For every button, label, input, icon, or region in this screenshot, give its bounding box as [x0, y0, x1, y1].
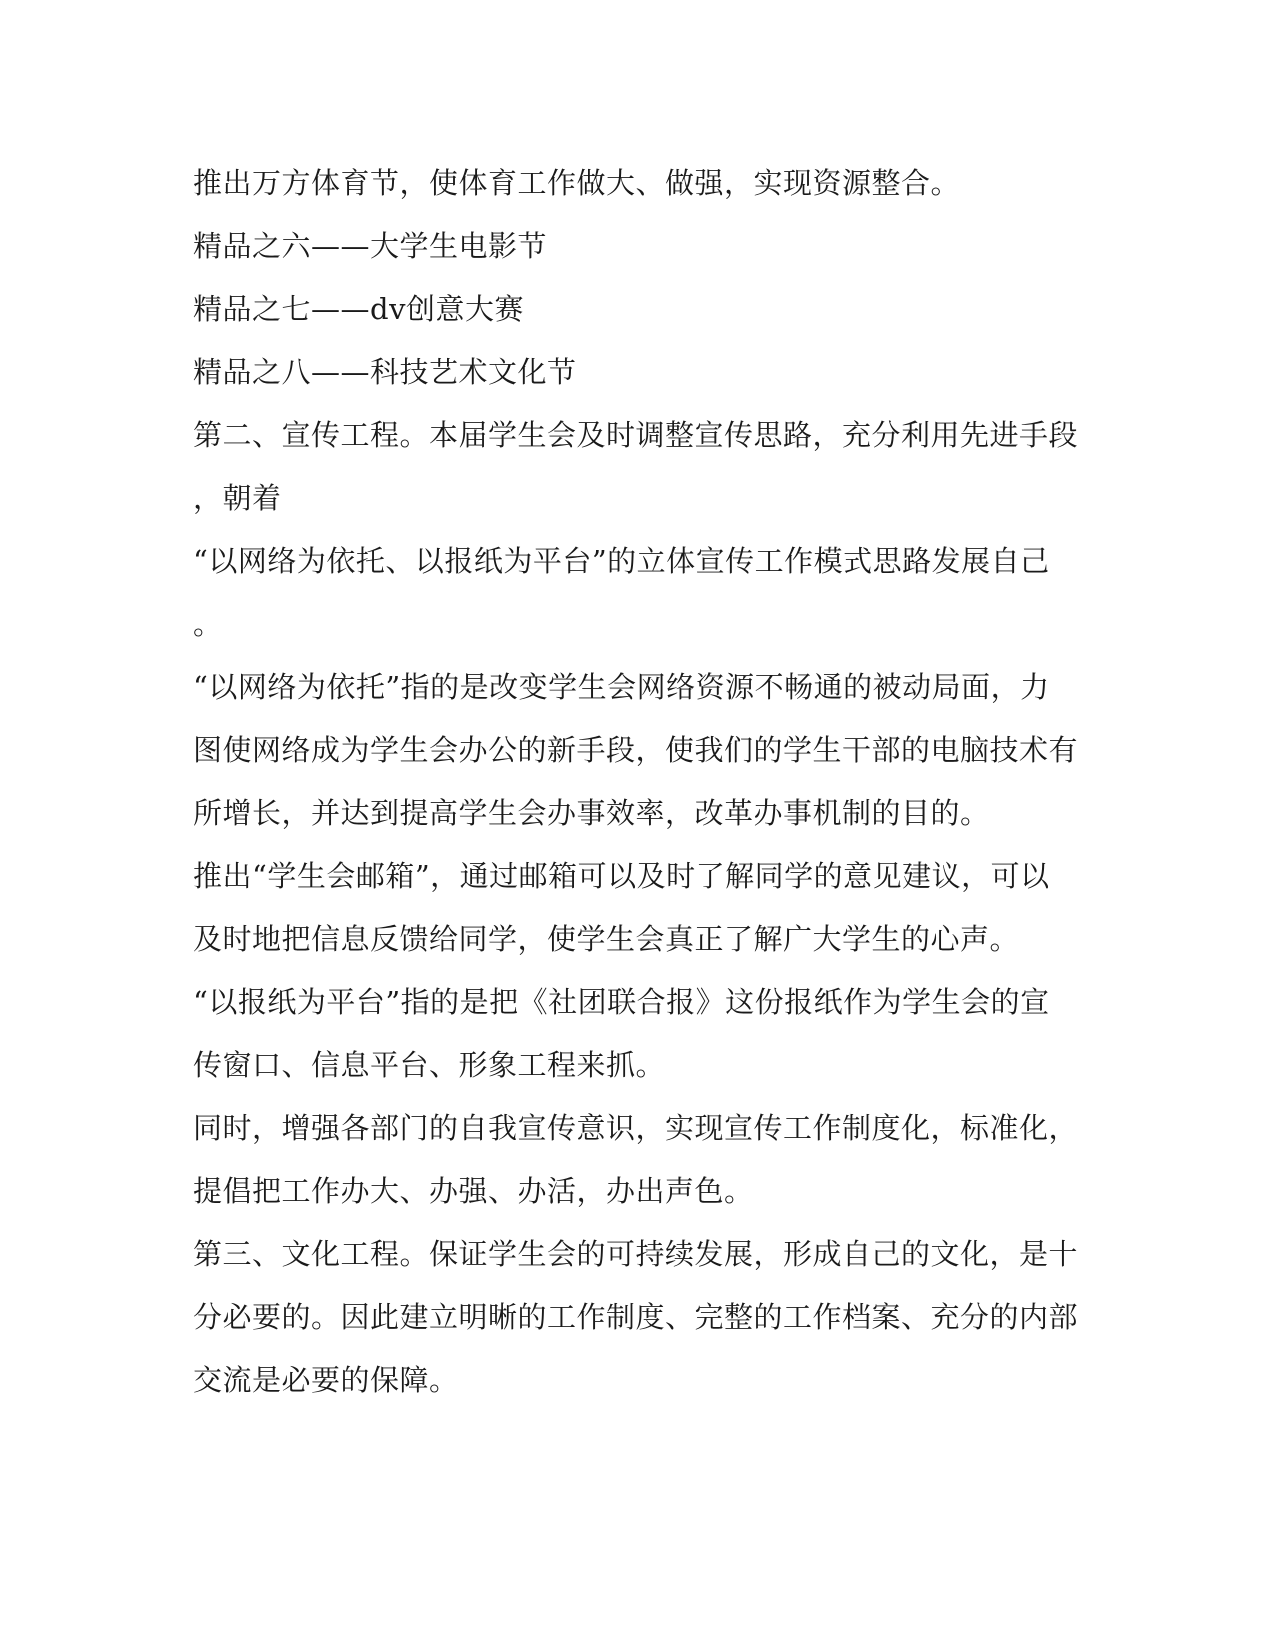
text-line: 传窗口、信息平台、形象工程来抓。 — [193, 1048, 666, 1082]
text-line: 图使网络成为学生会办公的新手段，使我们的学生干部的电脑技术有 — [193, 733, 1079, 767]
text-line: 交流是必要的保障。 — [193, 1363, 459, 1397]
text-line: “以报纸为平台”指的是把《社团联合报》这份报纸作为学生会的宣 — [193, 985, 1050, 1019]
text-line: 精品之八——科技艺术文化节 — [193, 355, 577, 389]
text-line: “以网络为依托、以报纸为平台”的立体宣传工作模式思路发展自己 — [193, 544, 1050, 578]
text-line: 精品之七——dv创意大赛 — [193, 292, 524, 326]
text-line: 。 — [193, 607, 223, 641]
text-line: “以网络为依托”指的是改变学生会网络资源不畅通的被动局面，力 — [193, 670, 1050, 704]
text-line: ，朝着 — [193, 481, 282, 515]
text-line: 精品之六——大学生电影节 — [193, 229, 548, 263]
text-line: 推出“学生会邮箱”，通过邮箱可以及时了解同学的意见建议，可以 — [193, 859, 1050, 893]
text-line: 提倡把工作办大、办强、办活，办出声色。 — [193, 1174, 754, 1208]
text-line: 推出万方体育节，使体育工作做大、做强，实现资源整合。 — [193, 166, 961, 200]
text-line: 分必要的。因此建立明晰的工作制度、完整的工作档案、充分的内部 — [193, 1300, 1079, 1334]
text-line: 及时地把信息反馈给同学，使学生会真正了解广大学生的心声。 — [193, 922, 1020, 956]
text-line: 同时，增强各部门的自我宣传意识，实现宣传工作制度化，标准化， — [193, 1111, 1079, 1145]
text-line: 所增长，并达到提高学生会办事效率，改革办事机制的目的。 — [193, 796, 990, 830]
text-line: 第三、文化工程。保证学生会的可持续发展，形成自己的文化，是十 — [193, 1237, 1079, 1271]
text-line: 第二、宣传工程。本届学生会及时调整宣传思路，充分利用先进手段 — [193, 418, 1079, 452]
